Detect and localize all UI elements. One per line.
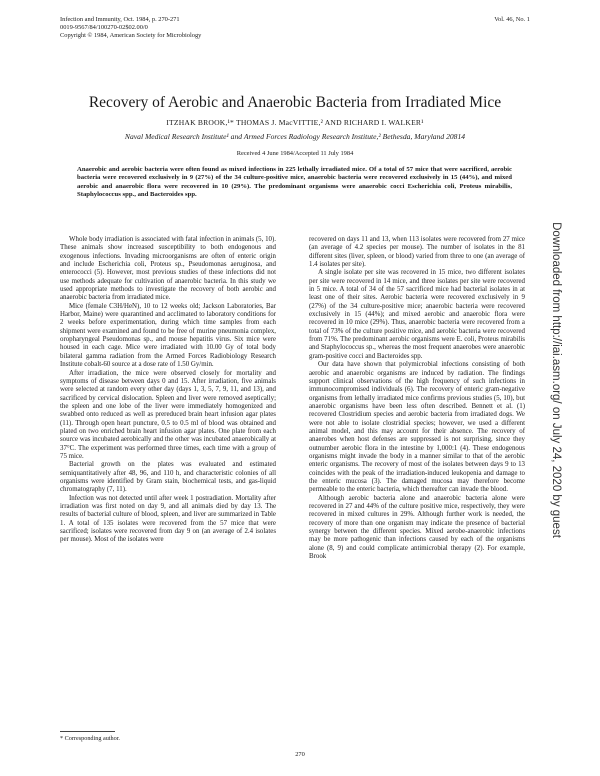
body-paragraph: Although aerobic bacteria alone and anaerobic bacteria alone were recovered in 27 and 44% of the culture positive mice, respectively, they were recovered in mixed cultures in 29%. Although further work is needed, the recovery of more than one organism may indicate the presence of bacterial synergy between the different species. Mixed aerobe-anaerobic infections may be more pathogenic than infections caused by each of the organisms alone (8, 9) and could complicate antimicrobial therapy (2). For example, Brook xyxy=(309,494,525,561)
body-paragraph: A single isolate per site was recovered in 15 mice, two different isolates per site were recovered in 14 mice, and three isolates per site were recovered in 5 mice. A total of 34 of the 57 sacrificed mice had bacterial isolates in at least one of their sites. Aerobic bacteria were recovered exclusively in 9 (27%) of the 34 culture-positive mice; anaerobic bacteria were recovered exclusively in 15 (44%); and mixed aerobic and anaerobic flora were recovered in 10 mice (29%). Thus, anaerobic bacteria were recovered from a total of 73% of the culture positive mice, and aerobic bacteria were recovered from 71%. The predominant aerobic organisms were E. coli, Proteus mirabilis and Staphylococcus sp., whereas the most frequent anaerobes were anaerobic gram-positive cocci and Bacteroides spp. xyxy=(309,269,525,360)
body-paragraph: Whole body irradiation is associated with fatal infection in animals (5, 10). These animals show increased susceptibility to both endogenous and exogenous infections. Invading microorganisms are often of enteric origin and include Escherichia coli, Proteus sp., Pseudomonas aeruginosa, and enterococci (5). However, most previous studies of these infections did not use methods adequate for cultivation of anaerobic bacteria. In this study we used appropriate methods to investigate the recovery of both aerobic and anaerobic bacteria from irradiated mice. xyxy=(60,236,276,302)
running-header xyxy=(60,16,530,41)
body-paragraph: Our data have shown that polymicrobial infections consisting of both aerobic and anaerobic organisms are induced by radiation. The findings support clinical observations of the high frequency of such infections in immunocompromised individuals (6). The recovery of enteric gram-negative organisms from lethally irradiated mice confirms previous studies (5, 10), but anaerobic organisms have been less often described. Bennett et al. (1) recovered Clostridium species and aerobic bacteria from irradiated dogs. We were not able to isolate clostridial species; however, we used a different animal model, and this may account for their absence. The recovery of anaerobes when host defenses are suppressed is not surprising, since they outnumber aerobic flora in the intestine by 1,000:1 (4). These endogenous organisms might invade the body in a manner similar to that of the aerobic enteric organisms. The recovery of most of the isolates between days 9 to 13 coincides with the peak of the irradiation-induced leukopenia and damage to the enteric mucosa (3). The damaged mucosa may therefore become permeable to the enteric bacteria, which thereafter can invade the blood. xyxy=(309,361,525,494)
received-dates: Received 4 June 1984/Accepted 11 July 1984 xyxy=(236,150,354,157)
volume-label: Vol. 46, No. 1 xyxy=(494,16,530,23)
right-column xyxy=(309,236,525,561)
affiliation: Naval Medical Research Institute¹ and Armed Forces Radiology Research Institute,² Bethesda, Maryland 20814 xyxy=(124,132,466,141)
body-paragraph: After irradiation, the mice were observed closely for mortality and symptoms of disease between days 0 and 15. After irradiation, five animals were selected at random every other day (days 1, 3, 5, 7, 9, 11, and 13), and sacrificed by cervical dislocation. Spleen and liver were removed aseptically; the spleen and one lobe of the liver were immediately homogenized and swabbed onto reduced as well as prereduced brain heart infusion agar plates (11). Through open heart puncture, 0.5 to 0.5 ml of blood was obtained and plated on two enriched brain heart infusion agar plates. One plate from each source was incubated aerobically and the other was incubated anaerobically at 37°C. The experiment was performed three times, each time with a group of 75 mice. xyxy=(60,369,276,460)
body-paragraph: Infection was not detected until after week 1 postradiation. Mortality after irradiation was first noted on day 9, and all animals died by day 13. The results of bacterial culture of blood, spleen, and liver are summarized in Table 1. A total of 135 isolates were recovered from the 57 mice that were sacrificed; isolates were recovered from day 9 on (an average of 2.4 isolates per mouse). Most of the isolates were xyxy=(60,494,276,544)
journal-citation: Infection and Immunity, Oct. 1984, p. 270-271 xyxy=(60,16,180,23)
body-paragraph: Bacterial growth on the plates was evaluated and estimated semiquantitatively after 48, 96, and 110 h, and characteristic colonies of all organisms were identified by Gram stain, biochemical tests, and gas-liquid chromatography (7, 11). xyxy=(60,461,276,494)
abstract: Anaerobic and aerobic bacteria were often found as mixed infections in 225 lethally irradiated mice. Of a total of 57 mice that were sacrificed, aerobic bacteria were recovered exclusively in 9 (27%) of the 34 culture-positive mice, anaerobic bacteria were recovered exclusively in 15 (44%), and mixed aerobic and anaerobic flora were recovered in 10 (29%). The predominant organisms were anaerobic cocci Escherichia coli, Proteus mirabilis, Staphylococcus spp., and Bacteroides spp. xyxy=(77,166,512,199)
copyright-line: Copyright © 1984, American Society for Microbiology xyxy=(60,32,202,40)
footnote-rule xyxy=(60,731,115,732)
article-title: Recovery of Aerobic and Anaerobic Bacteria from Irradiated Mice xyxy=(88,94,502,111)
left-column xyxy=(60,236,276,545)
page-number: 270 xyxy=(295,751,305,758)
journal-code: 0019-9567/84/100270-02$02.00/0 xyxy=(60,24,148,32)
corresponding-author-footnote: * Corresponding author. xyxy=(60,735,120,742)
body-paragraph: Mice (female C3H/HeN), 10 to 12 weeks old; Jackson Laboratories, Bar Harbor, Maine) were quarantined and acclimated to laboratory conditions for 2 weeks before experimentation, during which time samples from each shipment were examined and found to be free of murine pneumonia complex, oropharyngeal Pseudomonas sp., and mouse hepatitis virus. Six mice were housed in each cage. Mice were irradiated with 10.00 Gy of total body bilateral gamma radiation from the Armed Forces Radiobiology Research Institute cobalt-60 source at a dose rate of 1.50 Gy/min. xyxy=(60,302,276,369)
author-list: ITZHAK BROOK,¹* THOMAS J. MacVITTIE,² AND RICHARD I. WALKER¹ xyxy=(166,118,424,127)
download-notice[interactable]: Downloaded from http://iai.asm.org/ on July 24, 2020 by guest xyxy=(550,222,562,538)
body-paragraph: recovered on days 11 and 13, when 113 isolates were recovered from 27 mice (an average of 4.2 species per mouse). The number of isolates in the 81 different sites (liver, spleen, or blood) varied from three to one (an average of 1.4 isolates per site). xyxy=(309,236,525,269)
